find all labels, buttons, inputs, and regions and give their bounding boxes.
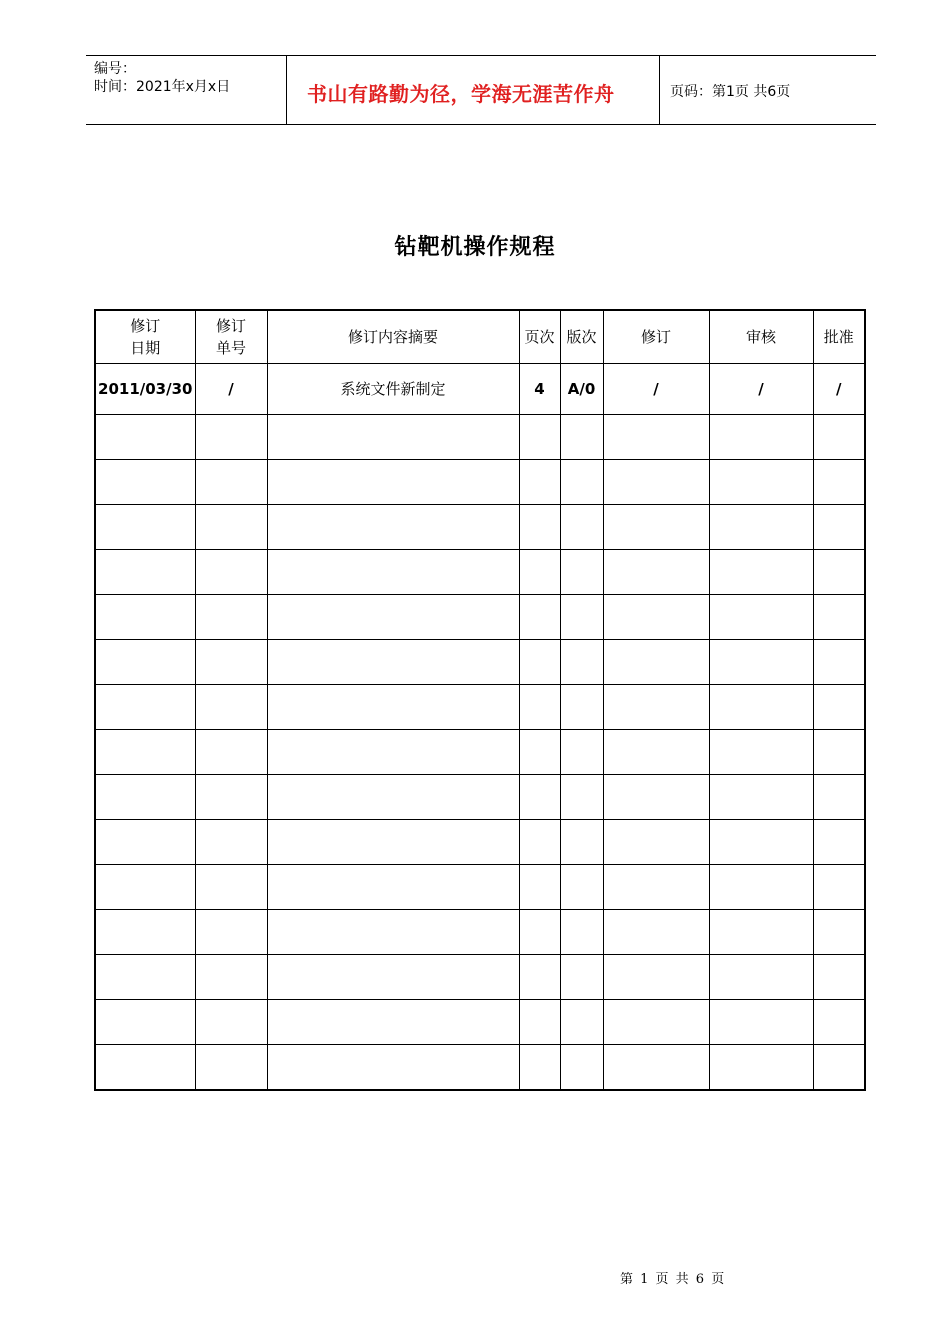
empty-cell (519, 415, 560, 460)
empty-cell (519, 640, 560, 685)
empty-cell (709, 460, 813, 505)
empty-cell (813, 955, 865, 1000)
empty-cell (560, 1045, 603, 1091)
column-header-label: 修订内容摘要 (347, 328, 438, 346)
header-page-code: 页码：第1页 共6页 (670, 84, 791, 100)
empty-cell (709, 910, 813, 955)
empty-cell (267, 820, 519, 865)
empty-cell (603, 820, 709, 865)
empty-cell (267, 505, 519, 550)
empty-cell (603, 1045, 709, 1091)
revision-table-body (95, 364, 865, 1091)
empty-cell (519, 910, 560, 955)
column-header-summary (267, 310, 519, 364)
header-info-cell (86, 56, 287, 124)
empty-cell (603, 640, 709, 685)
empty-cell (95, 910, 195, 955)
revision-table (94, 309, 866, 1091)
column-header-label: 页次 (524, 328, 555, 346)
empty-cell (95, 505, 195, 550)
table-row (95, 415, 865, 460)
cell-approved-by: / (813, 364, 865, 415)
empty-cell (813, 910, 865, 955)
empty-cell (560, 415, 603, 460)
empty-cell (95, 775, 195, 820)
empty-cell (560, 595, 603, 640)
table-row (95, 775, 865, 820)
table-row (95, 955, 865, 1000)
cell-summary: 系统文件新制定 (267, 364, 519, 415)
column-header-label: 修订 单号 (215, 317, 246, 357)
column-header-version (560, 310, 603, 364)
page-footer: 第 1 页 共 6 页 (620, 1272, 725, 1287)
column-header-approved-by (813, 310, 865, 364)
column-header-label: 修订 日期 (130, 317, 161, 357)
empty-cell (813, 640, 865, 685)
empty-cell (267, 910, 519, 955)
column-header-label: 版次 (566, 328, 597, 346)
cell-revision-number: / (195, 364, 267, 415)
empty-cell (709, 505, 813, 550)
empty-cell (95, 550, 195, 595)
empty-cell (195, 1000, 267, 1045)
empty-cell (95, 730, 195, 775)
header-page-cell (660, 56, 876, 124)
empty-cell (813, 595, 865, 640)
document-number-label: 编号： (94, 61, 136, 77)
empty-cell (95, 595, 195, 640)
table-row (95, 910, 865, 955)
empty-cell (519, 730, 560, 775)
empty-cell (560, 1000, 603, 1045)
empty-cell (519, 775, 560, 820)
empty-cell (519, 955, 560, 1000)
empty-cell (519, 1045, 560, 1091)
empty-cell (519, 820, 560, 865)
empty-cell (195, 865, 267, 910)
cell-page: 4 (519, 364, 560, 415)
empty-cell (709, 550, 813, 595)
empty-cell (560, 775, 603, 820)
empty-cell (813, 1000, 865, 1045)
empty-cell (195, 685, 267, 730)
table-row (95, 865, 865, 910)
empty-cell (603, 865, 709, 910)
empty-cell (709, 685, 813, 730)
empty-cell (267, 730, 519, 775)
empty-cell (95, 460, 195, 505)
empty-cell (519, 1000, 560, 1045)
empty-cell (603, 460, 709, 505)
empty-cell (560, 955, 603, 1000)
empty-cell (95, 1045, 195, 1091)
empty-cell (195, 730, 267, 775)
empty-cell (267, 865, 519, 910)
empty-cell (709, 820, 813, 865)
empty-cell (813, 550, 865, 595)
empty-cell (95, 415, 195, 460)
empty-cell (267, 1000, 519, 1045)
empty-cell (195, 910, 267, 955)
empty-cell (709, 1000, 813, 1045)
column-header-label: 批准 (823, 328, 854, 346)
empty-cell (560, 550, 603, 595)
empty-cell (519, 505, 560, 550)
column-header-page (519, 310, 560, 364)
empty-cell (519, 460, 560, 505)
empty-cell (603, 730, 709, 775)
empty-cell (560, 640, 603, 685)
cell-revision-date: 2011/03/30 (95, 364, 195, 415)
empty-cell (195, 775, 267, 820)
page-header (86, 55, 876, 125)
empty-cell (195, 415, 267, 460)
table-row (95, 595, 865, 640)
empty-cell (603, 955, 709, 1000)
header-motto-cell (287, 56, 660, 124)
table-row (95, 460, 865, 505)
document-title: 钻靶机操作规程 (394, 235, 556, 260)
table-row (95, 640, 865, 685)
empty-cell (813, 415, 865, 460)
empty-cell (519, 595, 560, 640)
column-header-revision-number (195, 310, 267, 364)
table-row (95, 550, 865, 595)
empty-cell (195, 550, 267, 595)
empty-cell (709, 640, 813, 685)
empty-cell (709, 415, 813, 460)
empty-cell (603, 775, 709, 820)
empty-cell (267, 685, 519, 730)
empty-cell (709, 865, 813, 910)
table-row (95, 505, 865, 550)
empty-cell (813, 1045, 865, 1091)
empty-cell (195, 820, 267, 865)
empty-cell (267, 640, 519, 685)
empty-cell (813, 865, 865, 910)
cell-reviewed-by: / (709, 364, 813, 415)
empty-cell (195, 595, 267, 640)
cell-version: A/0 (560, 364, 603, 415)
empty-cell (195, 460, 267, 505)
empty-cell (560, 730, 603, 775)
empty-cell (813, 460, 865, 505)
header-motto: 书山有路勤为径，学海无涯苦作舟 (307, 82, 615, 106)
empty-cell (560, 910, 603, 955)
empty-cell (519, 550, 560, 595)
empty-cell (560, 820, 603, 865)
empty-cell (95, 820, 195, 865)
empty-cell (95, 865, 195, 910)
empty-cell (813, 775, 865, 820)
empty-cell (195, 955, 267, 1000)
empty-cell (267, 415, 519, 460)
empty-cell (560, 685, 603, 730)
empty-cell (519, 685, 560, 730)
empty-cell (709, 1045, 813, 1091)
empty-cell (709, 955, 813, 1000)
table-row (95, 820, 865, 865)
table-row (95, 364, 865, 415)
table-row (95, 685, 865, 730)
empty-cell (603, 1000, 709, 1045)
empty-cell (95, 1000, 195, 1045)
empty-cell (195, 505, 267, 550)
empty-cell (560, 865, 603, 910)
empty-cell (95, 640, 195, 685)
empty-cell (267, 955, 519, 1000)
empty-cell (709, 730, 813, 775)
column-header-label: 审核 (745, 328, 776, 346)
empty-cell (267, 550, 519, 595)
document-date-label: 时间：2021年x月x日 (94, 79, 231, 95)
table-row (95, 730, 865, 775)
empty-cell (709, 595, 813, 640)
empty-cell (95, 955, 195, 1000)
empty-cell (267, 1045, 519, 1091)
empty-cell (560, 460, 603, 505)
empty-cell (603, 505, 709, 550)
table-row (95, 1000, 865, 1045)
empty-cell (267, 460, 519, 505)
empty-cell (603, 415, 709, 460)
empty-cell (95, 685, 195, 730)
column-header-label: 修订 (640, 328, 671, 346)
empty-cell (603, 550, 709, 595)
empty-cell (813, 505, 865, 550)
column-header-revision-date (95, 310, 195, 364)
empty-cell (709, 775, 813, 820)
empty-cell (519, 865, 560, 910)
empty-cell (267, 775, 519, 820)
table-row (95, 1045, 865, 1091)
empty-cell (813, 685, 865, 730)
revision-table-header-row (95, 310, 865, 364)
cell-revised-by: / (603, 364, 709, 415)
empty-cell (560, 505, 603, 550)
empty-cell (195, 640, 267, 685)
empty-cell (813, 730, 865, 775)
empty-cell (813, 820, 865, 865)
empty-cell (195, 1045, 267, 1091)
empty-cell (603, 595, 709, 640)
column-header-revised-by (603, 310, 709, 364)
empty-cell (603, 685, 709, 730)
empty-cell (603, 910, 709, 955)
empty-cell (267, 595, 519, 640)
column-header-reviewed-by (709, 310, 813, 364)
